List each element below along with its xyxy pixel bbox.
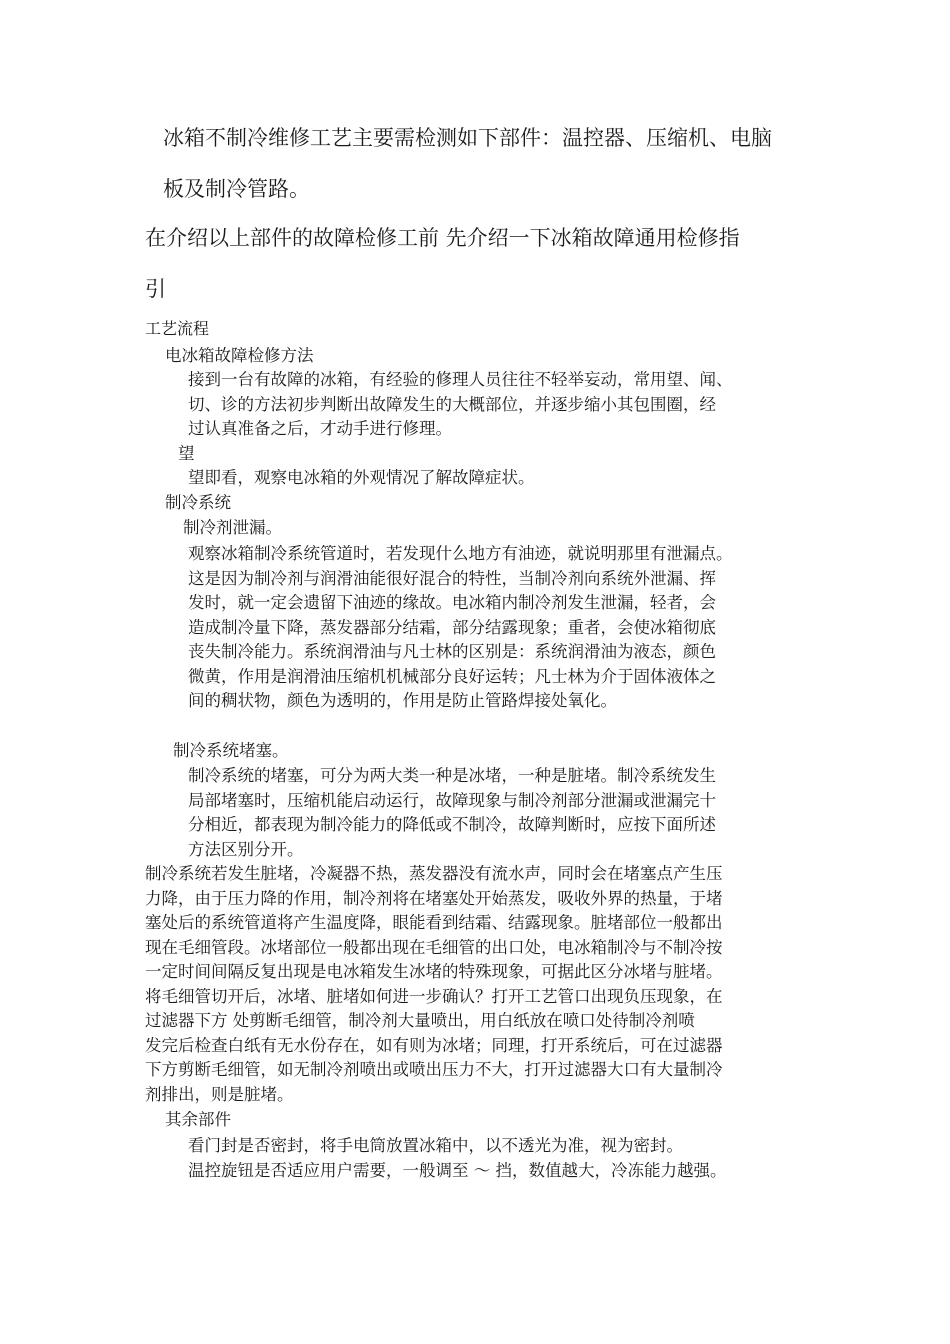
intro-line: 板及制冷管路。 — [163, 177, 310, 201]
leak-text-line: 发时，就一定会遗留下油迹的缘故。电冰箱内制冷剂发生泄漏，轻者，会 — [188, 593, 716, 612]
intro-line: 引 — [145, 277, 166, 301]
block-text-line: 分相近，都表现为制冷能力的降低或不制冷，故障判断时，应按下面所述 — [188, 815, 716, 834]
leak-text-line: 这是因为制冷剂与润滑油能很好混合的特性，当制冷剂向系统外泄漏、挥 — [188, 569, 716, 588]
leak-text-line: 造成制冷量下降，蒸发器部分结霜，部分结露现象；重者，会使冰箱彻底 — [188, 618, 716, 637]
dirty-text-line: 发完后检查白纸有无水份存在，如有则为冰堵；同理，打开系统后，可在过滤器 — [145, 1036, 723, 1055]
leak-text-line: 间的稠状物，颜色为透明的，作用是防止管路焊接处氧化。 — [188, 691, 617, 710]
section-title-block: 制冷系统堵塞。 — [173, 741, 289, 760]
block-text-line: 制冷系统的堵塞，可分为两大类一种是冰堵，一种是脏堵。制冷系统发生 — [188, 766, 716, 785]
dirty-text-line: 过滤器下方 处剪断毛细管，制冷剂大量喷出，用白纸放在喷口处待制冷剂喷 — [145, 1011, 695, 1030]
dirty-text-line: 下方剪断毛细管，如无制冷剂喷出或喷出压力不大，打开过滤器大口有大量制冷 — [145, 1060, 723, 1079]
section-title-other: 其余部件 — [165, 1110, 231, 1129]
block-text-line: 方法区别分开。 — [188, 840, 304, 859]
look-text: 望即看，观察电冰箱的外观情况了解故障症状。 — [188, 468, 535, 487]
block-text-line: 局部堵塞时，压缩机能启动运行，故障现象与制冷剂部分泄漏或泄漏完十 — [188, 791, 716, 810]
section-title-method: 电冰箱故障检修方法 — [165, 346, 314, 365]
leak-text-line: 丧失制冷能力。系统润滑油与凡士林的区别是：系统润滑油为液态，颜色 — [188, 642, 716, 661]
leak-text-line: 观察冰箱制冷系统管道时，若发现什么地方有油迹，就说明那里有泄漏点。 — [188, 544, 733, 563]
section-title-look: 望 — [178, 444, 195, 463]
dirty-text-line: 力降，由于压力降的作用，制冷剂将在堵塞处开始蒸发，吸收外界的热量，于堵 — [145, 889, 723, 908]
method-text-line: 切、诊的方法初步判断出故障发生的大概部位，并逐步缩小其包围圈，经 — [188, 395, 716, 414]
dirty-text-line: 现在毛细管段。冰堵部位一般都出现在毛细管的出口处，电冰箱制冷与不制冷按 — [145, 938, 723, 957]
leak-text-line: 微黄，作用是润滑油压缩机机械部分良好运转；凡士林为介于固体液体之 — [188, 667, 716, 686]
dirty-text-line: 一定时间间隔反复出现是电冰箱发生冰堵的特殊现象，可据此区分冰堵与脏堵。 — [145, 962, 723, 981]
dirty-text-line: 制冷系统若发生脏堵，冷凝器不热，蒸发器没有流水声，同时会在堵塞点产生压 — [145, 864, 723, 883]
section-title-leak: 制冷剂泄漏。 — [183, 518, 282, 537]
method-text-line: 接到一台有故障的冰箱，有经验的修理人员往往不轻举妄动，常用望、闻、 — [188, 370, 733, 389]
dirty-text-line: 剂排出，则是脏堵。 — [145, 1085, 294, 1104]
intro-line: 在介绍以上部件的故障检修工前 先介绍一下冰箱故障通用检修指 — [145, 226, 740, 250]
other-text-line: 温控旋钮是否适应用户需要，一般调至 ～ 挡，数值越大，冷冻能力越强。 — [188, 1161, 727, 1180]
dirty-text-line: 将毛细管切开后，冰堵、脏堵如何进一步确认？打开工艺管口出现负压现象，在 — [145, 987, 723, 1006]
section-title-process: 工艺流程 — [145, 319, 210, 338]
section-title-cooling: 制冷系统 — [165, 493, 231, 512]
intro-line: 冰箱不制冷维修工艺主要需检测如下部件：温控器、压缩机、电脑 — [163, 126, 772, 150]
dirty-text-line: 塞处后的系统管道将产生温度降，眼能看到结霜、结露现象。脏堵部位一般都出 — [145, 913, 723, 932]
method-text-line: 过认真准备之后，才动手进行修理。 — [188, 419, 452, 438]
other-text-line: 看门封是否密封，将手电筒放置冰箱中，以不透光为准，视为密封。 — [188, 1136, 683, 1155]
